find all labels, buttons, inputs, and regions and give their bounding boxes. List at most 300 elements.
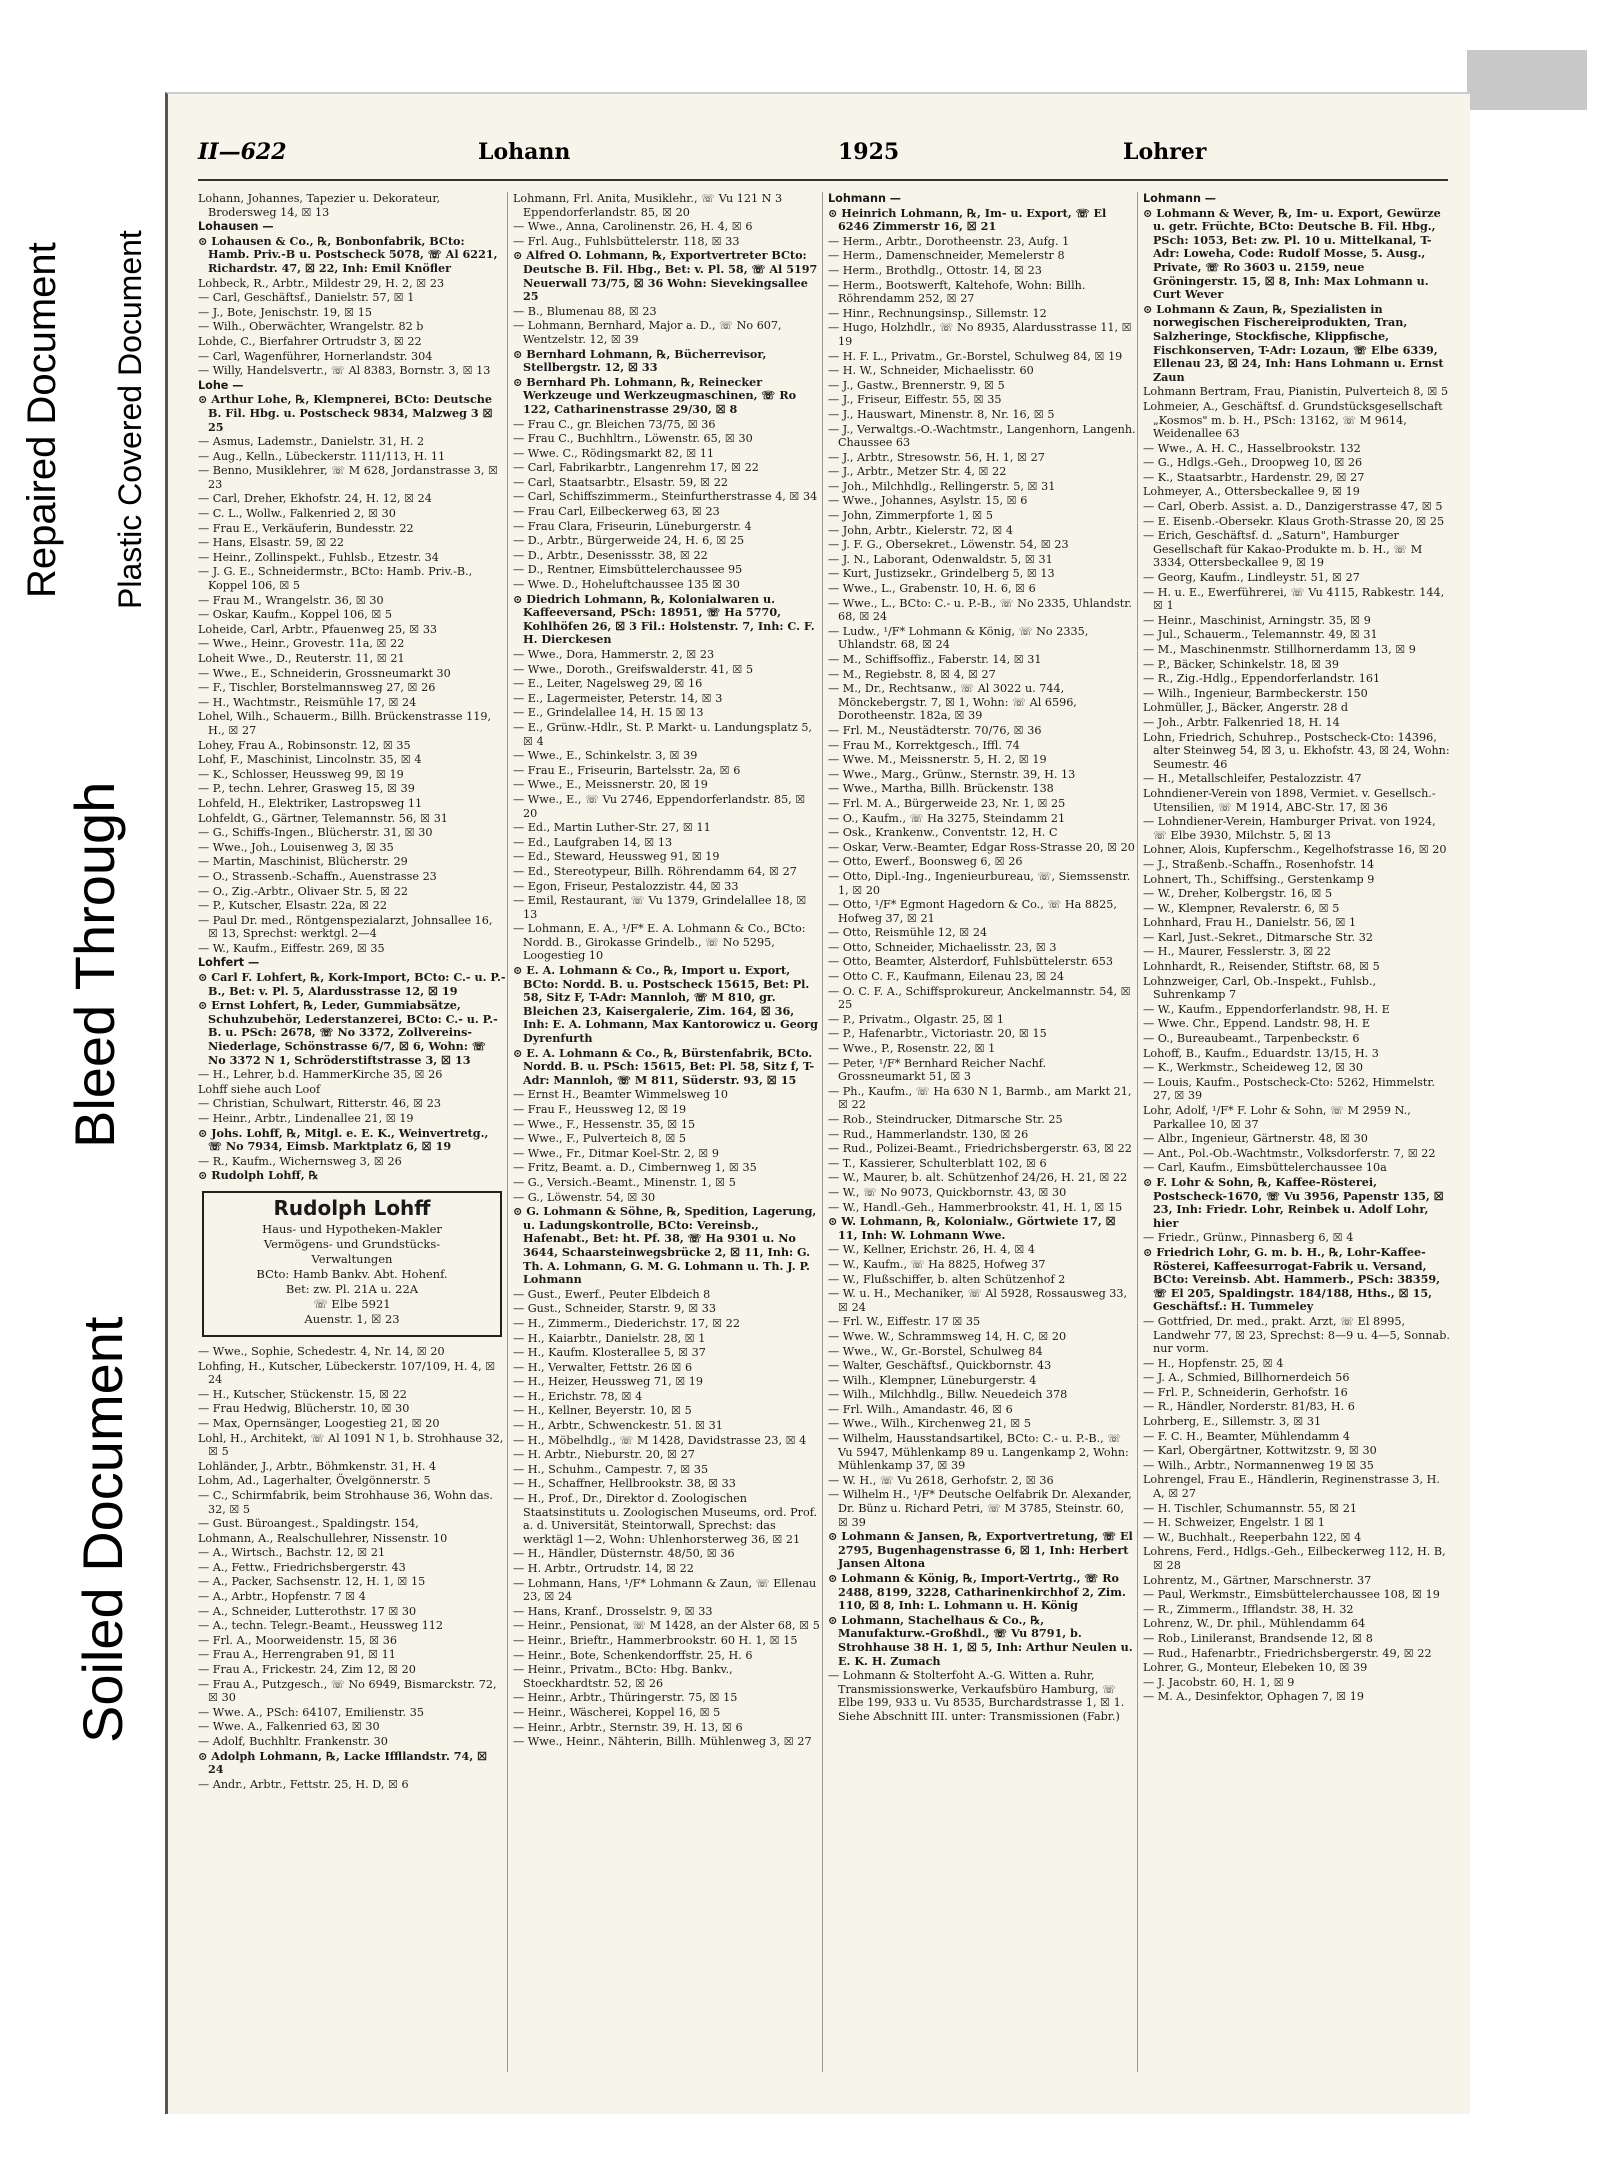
directory-entry: — Willy, Handelsvertr., ☏ Al 8383, Bornstr. 3, ☒ 13 xyxy=(198,364,491,378)
directory-entry: Lohel, Wilh., Schauerm., Billh. Brückenstrasse 119, H., ☒ 27 xyxy=(198,710,492,737)
directory-entry: Lohoff, B., Kaufm., Eduardstr. 13/15, H. 3 xyxy=(1143,1046,1379,1060)
directory-entry: Lohnzweiger, Carl, Ob.-Inspekt., Fuhlsb., Suhrenkamp 7 xyxy=(1143,974,1377,1002)
directory-entry: ⊙ Heinrich Lohmann, ℞, Im- u. Export, ☏ El 6246 Zimmerstr 16, ☒ 21 xyxy=(828,205,1107,234)
directory-entry: — Carl, Schiffszimmerm., Steinfurtherstrasse 4, ☒ 34 xyxy=(513,490,818,504)
directory-entry: — Gust. Büroangest., Spaldingstr. 154, xyxy=(198,1517,419,1531)
directory-entry: — O., Zig.-Arbtr., Olivaer Str. 5, ☒ 22 xyxy=(198,884,408,898)
directory-entry: — O., Bureaubeamt., Tarpenbeckstr. 6 xyxy=(1143,1032,1360,1046)
directory-entry: — Wwe. W., Schrammsweg 14, H. C, ☒ 20 xyxy=(828,1329,1067,1343)
directory-entry: — Erich, Geschäftsf. d. „Saturn", Hamburger Gesellschaft für Kakao-Produkte m. b. H., ☏ M 3334, Ottersbeckallee 9, ☒ 19 xyxy=(1143,529,1423,570)
directory-entry: — Wwe., E., ☏ Vu 2746, Eppendorferlandstr. 85, ☒ 20 xyxy=(513,792,806,820)
directory-entry: ⊙ F. Lohr & Sohn, ℞, Kaffee-Rösterei, Postscheck-1670, ☏ Vu 3956, Papenstr 135, ☒ 23, Inh: Friedr. Lohr, Reinbek u. Adolf Lohr, hier xyxy=(1143,1174,1444,1230)
directory-entry: — Lohmann, Bernhard, Major a. D., ☏ No 607, Wentzelstr. 12, ☒ 39 xyxy=(513,319,782,346)
directory-entry: — R., Zig.-Hdlg., Eppendorferlandstr. 161 xyxy=(1143,672,1381,686)
directory-entry: ⊙ Ernst Lohfert, ℞, Leder, Gummiabsätze, Schuhzubehör, Lederstanzerei, BCto: C.- u. P.-B. u. PSch: 2678, ☏ No 3372, Zollvereins-Niederlage, Schönstrasse 6/7, ☒ 6, Wohn: ☏ No 3372 N 1, Schröderstiftstrasse 3, ☒ 13 xyxy=(198,998,498,1067)
directory-entry: — Georg, Kaufm., Lindleystr. 51, ☒ 27 xyxy=(1143,571,1360,585)
directory-entry: — Benno, Musiklehrer, ☏ M 628, Jordanstrasse 3, ☒ 23 xyxy=(198,464,499,491)
directory-entry: Loheide, Carl, Arbtr., Pfauenweg 25, ☒ 33 xyxy=(198,622,438,636)
directory-entry: — H., Erichstr. 78, ☒ 4 xyxy=(513,1389,643,1403)
directory-entry: Lohrens, Ferd., Hdlgs.-Geh., Eilbeckerweg 112, H. B, ☒ 28 xyxy=(1143,1545,1446,1572)
directory-entry: — Martin, Maschinist, Blücherstr. 29 xyxy=(198,855,408,869)
directory-entry: — E., Grünw.-Hdlr., St. P. Markt- u. Landungsplatz 5, ☒ 4 xyxy=(513,720,812,748)
directory-entry: — Heinr., Arbtr., Thüringerstr. 75, ☒ 15 xyxy=(513,1691,738,1705)
directory-entry: ⊙ Lohmann & Jansen, ℞, Exportvertretung, ☏ El 2795, Bugenhagenstrasse 6, ☒ 1, Inh: Herbert Jansen Altona xyxy=(828,1529,1133,1571)
directory-column-3 xyxy=(828,192,1136,2072)
directory-entry: — Gust., Ewerf., Peuter Elbdeich 8 xyxy=(513,1287,711,1301)
directory-entry: — Heinr., Brieftr., Hammerbrookstr. 60 H. 1, ☒ 15 xyxy=(513,1633,798,1647)
page-edge xyxy=(1467,50,1600,2150)
directory-entry: — O. C. F. A., Schiffsprokureur, Anckelmannstr. 54, ☒ 25 xyxy=(828,984,1131,1012)
directory-entry: Lohmann, A., Realschullehrer, Nissenstr. 10 xyxy=(198,1531,448,1545)
directory-entry: — Wilh., Oberwächter, Wrangelstr. 82 b xyxy=(198,320,424,334)
directory-entry: — W., Dreher, Kolbergstr. 16, ☒ 5 xyxy=(1143,887,1333,901)
year: 1925 xyxy=(838,139,900,165)
directory-entry: — Rob., Steindrucker, Ditmarsche Str. 25 xyxy=(828,1113,1063,1126)
directory-entry: — P., techn. Lehrer, Grasweg 15, ☒ 39 xyxy=(198,782,415,796)
directory-entry: — Heinr., Arbtr., Sternstr. 39, H. 13, ☒ 6 xyxy=(513,1720,743,1734)
directory-entry: — Carl, Wagenführer, Hornerlandstr. 304 xyxy=(198,349,433,363)
directory-entry: — A., Wirtsch., Bachstr. 12, ☒ 21 xyxy=(198,1546,386,1560)
directory-entry: — J., Hauswart, Minenstr. 8, Nr. 16, ☒ 5 xyxy=(828,407,1055,421)
directory-entry: — M., Dr., Rechtsanw., ☏ Al 3022 u. 744, Mönckebergstr. 7, ☒ 1, Wohn: ☏ Al 6596, Dorotheenstr. 182a, ☒ 39 xyxy=(828,682,1077,723)
directory-entry: — E., Grindelallee 14, H. 15 ☒ 13 xyxy=(513,706,704,720)
directory-entry: — Otto, Beamter, Alsterdorf, Fuhlsbüttelerstr. 653 xyxy=(828,955,1114,969)
directory-entry: — Wilhelm, Hausstandsartikel, BCto: C.- u. P.-B., ☏ Vu 5947, Mühlenkamp 89 u. Langenkamp 2, Wohn: Mühlenkamp 37, ☒ 39 xyxy=(828,1432,1129,1473)
directory-entry: — Wwe., E., Schinkelstr. 3, ☒ 39 xyxy=(513,749,698,763)
directory-entry: — Heinr., Wäscherei, Koppel 16, ☒ 5 xyxy=(513,1705,721,1719)
directory-entry: — Heinr., Privatm., BCto: Hbg. Bankv., Stoeckhardtstr. 52, ☒ 26 xyxy=(513,1663,733,1690)
directory-entry: ⊙ Friedrich Lohr, G. m. b. H., ℞, Lohr-Kaffee-Rösterei, Kaffeesurrogat-Fabrik u. Versand, BCto: Vereinsb. Abt. Hammerb., PSch: 38359, ☏ El 205, Spaldingstr. 184/188, Hths., ☒ 15, Geschäftsf.: H. Tummeley xyxy=(1143,1244,1441,1314)
directory-entry: — Frau Clara, Friseurin, Lüneburgerstr. 4 xyxy=(513,519,752,533)
directory-entry: — H., Kaufm. Klosterallee 5, ☒ 37 xyxy=(513,1346,706,1360)
directory-entry: — Wwe., Sophie, Schedestr. 4, Nr. 14, ☒ 20 xyxy=(198,1344,445,1358)
directory-entry: — Herm., Bootswerft, Kaltehofe, Wohn: Billh. Röhrendamm 252, ☒ 27 xyxy=(828,278,1086,306)
header-rule xyxy=(198,179,1448,181)
directory-entry: — Lohmann, E. A., ¹/F* E. A. Lohmann & Co., BCto: Nordd. B., Girokasse Grindelb., ☏ No 5295, Loogestieg 10 xyxy=(513,922,806,963)
directory-entry: — Frau M., Wrangelstr. 36, ☒ 30 xyxy=(198,593,384,607)
label-plastic-covered-document: Plastic Covered Document xyxy=(112,230,148,610)
directory-entry: Lohmann — xyxy=(828,192,901,205)
directory-entry: — B., Blumenau 88, ☒ 23 xyxy=(513,304,657,318)
directory-entry: — Hugo, Holzhdlr., ☏ No 8935, Alardusstrasse 11, ☒ 19 xyxy=(828,321,1132,348)
left-guide-word: Lohann xyxy=(478,139,571,165)
directory-entry: — Herm., Arbtr., Dorotheenstr. 23, Aufg. 1 xyxy=(828,234,1070,248)
directory-entry: — H. Arbtr., Ortrudstr. 14, ☒ 22 xyxy=(513,1562,694,1575)
directory-entry: — J. Jacobstr. 60, H. 1, ☒ 9 xyxy=(1143,1675,1295,1689)
directory-entry: — Gottfried, Dr. med., prakt. Arzt, ☏ El 8995, Landwehr 77, ☒ 23, Sprechst: 8—9 u. 4—5, Sonnab. nur vorm. xyxy=(1143,1314,1450,1356)
directory-entry: — H., Prof., Dr., Direktor d. Zoologischen Staatsinstituts u. Zoologischen Museums, ord. Prof. a. d. Universität, Steintorwall, Sprechst: das werktägl 1—2, Wohn: Uhlenhorsterweg 36, ☒ 21 xyxy=(513,1492,817,1546)
directory-entry: — A., Schneider, Lutterothstr. 17 ☒ 30 xyxy=(198,1604,417,1618)
directory-entry: — Wwe., Marg., Grünw., Sternstr. 39, H. 13 xyxy=(828,767,1076,781)
directory-entry: — Frau F., Heussweg 12, ☒ 19 xyxy=(513,1103,687,1116)
directory-entry: — H., Hopfenstr. 25, ☒ 4 xyxy=(1143,1356,1284,1370)
directory-entry: — Osk., Krankenw., Conventstr. 12, H. C xyxy=(828,826,1058,840)
directory-entry: — Wwe. D., Hoheluftchaussee 135 ☒ 30 xyxy=(513,578,740,592)
directory-entry: Lohner, Alois, Kupferschm., Kegelhofstrasse 16, ☒ 20 xyxy=(1143,843,1447,857)
directory-entry: — G., Löwenstr. 54, ☒ 30 xyxy=(513,1190,656,1204)
directory-entry: — Wwe., F., Hessenstr. 35, ☒ 15 xyxy=(513,1117,696,1131)
directory-entry: — H. Schweizer, Engelstr. 1 ☒ 1 xyxy=(1143,1516,1325,1530)
directory-entry: Lohmeier, A., Geschäftsf. d. Grundstücksgesellschaft „Kosmos" m. b. H., PSch: 13162, ☏ M 9614, Weidenallee 63 xyxy=(1143,399,1443,441)
directory-entry: — Rob., Linileranst, Brandsende 12, ☒ 8 xyxy=(1143,1631,1373,1645)
column-separator xyxy=(507,192,508,2072)
directory-entry: — P., Hafenarbtr., Victoriastr. 20, ☒ 15 xyxy=(828,1027,1047,1041)
directory-entry: — Andr., Arbtr., Fettstr. 25, H. D, ☒ 6 xyxy=(198,1777,409,1791)
directory-entry: — K., Werkmstr., Scheideweg 12, ☒ 30 xyxy=(1143,1061,1363,1075)
directory-entry: — R., Händler, Norderstr. 81/83, H. 6 xyxy=(1143,1400,1355,1414)
directory-entry: — H., Händler, Düsternstr. 48/50, ☒ 36 xyxy=(513,1547,735,1561)
directory-entry: — E., Lagermeister, Peterstr. 14, ☒ 3 xyxy=(513,691,723,705)
directory-entry: — H., Zimmerm., Diederichstr. 17, ☒ 22 xyxy=(513,1316,740,1330)
directory-entry: — Wwe., Wilh., Kirchenweg 21, ☒ 5 xyxy=(828,1417,1031,1431)
directory-entry: — F., Tischler, Borstelmannsweg 27, ☒ 26 xyxy=(198,681,436,695)
directory-entry: — Christian, Schulwart, Ritterstr. 46, ☒ 23 xyxy=(198,1097,441,1111)
directory-entry: — Frau A., Putzgesch., ☏ No 6949, Bismarckstr. 72, ☒ 30 xyxy=(198,1677,497,1705)
directory-entry: Lohey, Frau A., Robinsonstr. 12, ☒ 35 xyxy=(198,738,411,752)
directory-entry: — Joh., Milchhdlg., Rellingerstr. 5, ☒ 31 xyxy=(828,479,1056,493)
directory-entry: — Max, Opernsänger, Loogestieg 21, ☒ 20 xyxy=(198,1416,440,1430)
directory-entry: Lohnert, Th., Schiffsing., Gerstenkamp 9 xyxy=(1143,872,1375,886)
directory-entry: — Joh., Arbtr. Falkenried 18, H. 14 xyxy=(1143,715,1340,729)
directory-entry: — Wwe., F., Pulverteich 8, ☒ 5 xyxy=(513,1132,687,1146)
directory-entry: Lohndiener-Verein von 1898, Vermiet. v. Gesellsch.-Utensilien, ☏ M 1914, ABC-Str. 17, ☒ 36 xyxy=(1143,786,1436,814)
directory-entry: ⊙ Lohmann & Wever, ℞, Im- u. Export, Gewürze u. getr. Früchte, BCto: Deutsche B. Fil. Hbg., PSch: 1053, Bet: zw. Pl. 10 u. Mittelkanal, T-Adr: Loweha, Code: Rudolf Mosse, 5. Ausg., Private, ☏ Ro 3603 u. 2159, neue Gröningerstr. 15, ☒ 8, Inh: Max Lohmann u. Curt Wever xyxy=(1143,205,1441,302)
directory-entry: — Oskar, Verw.-Beamter, Edgar Ross-Strasse 20, ☒ 20 xyxy=(828,840,1135,854)
directory-entry: — Frl. Aug., Fuhlsbüttelerstr. 118, ☒ 33 xyxy=(513,234,740,248)
directory-entry: — Frau A., Frickestr. 24, Zim 12, ☒ 20 xyxy=(198,1663,416,1677)
directory-entry: — C., Schirmfabrik, beim Strohhause 36, Wohn das. 32, ☒ 5 xyxy=(198,1488,493,1516)
directory-entry: Lohmüller, J., Bäcker, Angerstr. 28 d xyxy=(1143,701,1349,715)
directory-entry: — H., Lehrer, b.d. HammerKirche 35, ☒ 26 xyxy=(198,1068,443,1082)
directory-entry: — G., Schiffs-Ingen., Blücherstr. 31, ☒ 30 xyxy=(198,826,433,840)
directory-entry: — Wwe. C., Rödingsmarkt 82, ☒ 11 xyxy=(513,446,715,460)
advertisement-line: Haus- und Hypotheken-Makler xyxy=(262,1221,442,1236)
directory-entry: Lohde, C., Bierfahrer Ortrudstr 3, ☒ 22 xyxy=(198,334,422,348)
directory-entry: — Wwe., P., Rosenstr. 22, ☒ 1 xyxy=(828,1042,996,1056)
page-edge-strip xyxy=(1467,50,1587,110)
directory-entry: ⊙ Carl F. Lohfert, ℞, Kork-Import, BCto: C.- u. P.-B., Bet: v. Pl. 5, Alardusstrasse 12, ☒ 19 xyxy=(198,970,506,998)
directory-entry: — Wwe., Heinr., Grovestr. 11a, ☒ 22 xyxy=(198,637,405,651)
directory-entry: — Ph., Kaufm., ☏ Ha 630 N 1, Barmb., am Markt 21, ☒ 22 xyxy=(828,1084,1132,1112)
directory-entry: — D., Arbtr., Bürgerweide 24, H. 6, ☒ 25 xyxy=(513,534,745,548)
directory-entry: — H., Kaiarbtr., Danielstr. 28, ☒ 1 xyxy=(513,1331,706,1345)
directory-entry: — Peter, ¹/F* Bernhard Reicher Nachf. Grossneumarkt 51, ☒ 3 xyxy=(828,1056,1047,1084)
document-page xyxy=(165,92,1470,2114)
directory-entry: — A., Fettw., Friedrichsbergerstr. 43 xyxy=(198,1560,406,1574)
directory-entry: — H., Kutscher, Stückenstr. 15, ☒ 22 xyxy=(198,1387,407,1401)
right-guide-word: Lohrer xyxy=(1123,139,1207,165)
label-sidebar xyxy=(0,0,150,2177)
directory-entry: Lohff siehe auch Loof xyxy=(198,1082,321,1096)
directory-entry: ⊙ Adolph Lohmann, ℞, Lacke Iffllandstr. 74, ☒ 24 xyxy=(198,1748,488,1777)
directory-entry: Lohl, H., Architekt, ☏ Al 1091 N 1, b. Strohhause 32, ☒ 5 xyxy=(198,1431,504,1459)
directory-entry: — W., Handl.-Geh., Hammerbrookstr. 41, H. 1, ☒ 15 xyxy=(828,1200,1123,1214)
directory-entry: — Otto, Ewerf., Boonsweg 6, ☒ 26 xyxy=(828,855,1023,869)
advertisement-box xyxy=(202,1191,502,1337)
directory-entry: — Frau Carl, Eilbeckerweg 63, ☒ 23 xyxy=(513,505,720,519)
directory-entry: Lohrentz, M., Gärtner, Marschnerstr. 37 xyxy=(1143,1573,1372,1587)
directory-entry: — Gust., Schneider, Starstr. 9, ☒ 33 xyxy=(513,1302,717,1316)
directory-entry: — J., Gastw., Brennerstr. 9, ☒ 5 xyxy=(828,378,1005,392)
directory-entry: — H., Schaffner, Hellbrookstr. 38, ☒ 33 xyxy=(513,1477,736,1491)
directory-column-1 xyxy=(198,192,506,2072)
directory-entry: — Frl. A., Moorweidenstr. 15, ☒ 36 xyxy=(198,1633,397,1647)
directory-entry: — C. L., Wollw., Falkenried 2, ☒ 30 xyxy=(198,507,396,521)
directory-entry: — Wwe., Fr., Ditmar Koel-Str. 2, ☒ 9 xyxy=(513,1146,719,1160)
directory-entry: — Wilh., Milchhdlg., Billw. Neuedeich 378 xyxy=(828,1388,1068,1402)
directory-entry: ⊙ Alfred O. Lohmann, ℞, Exportvertreter BCto: Deutsche B. Fil. Hbg., Bet: v. Pl. 58, ☏ Al 5197 Neuerwall 73/75, ☒ 36 Wohn: Sievekingsallee 25 xyxy=(513,248,818,304)
directory-entry: Lohfert — xyxy=(198,956,260,970)
directory-entry: ⊙ E. A. Lohmann & Co., ℞, Bürstenfabrik, BCto. Nordd. B. u. PSch: 15615, Bet: Pl. 58, Sitz f, T-Adr: Mannloh, ☏ M 811, Süderstr. 93, ☒ 15 xyxy=(513,1045,815,1087)
directory-entry: Lohländer, J., Arbtr., Böhmkenstr. 31, H. 4 xyxy=(198,1459,437,1473)
directory-entry: — Carl, Oberb. Assist. a. D., Danzigerstrasse 47, ☒ 5 xyxy=(1143,500,1443,514)
directory-entry: — Otto C. F., Kaufmann, Eilenau 23, ☒ 24 xyxy=(828,970,1065,984)
directory-entry: — Wwe., Dora, Hammerstr. 2, ☒ 23 xyxy=(513,648,715,661)
advertisement-line: Verwaltungen xyxy=(311,1251,393,1266)
directory-entry: — Wwe., A. H. C., Hasselbrookstr. 132 xyxy=(1143,441,1361,455)
column-separator xyxy=(1137,192,1138,2072)
directory-entry: — J. A., Schmied, Billhornerdeich 56 xyxy=(1143,1371,1350,1385)
directory-entry: — J., Arbtr., Stresowstr. 56, H. 1, ☒ 27 xyxy=(828,450,1045,464)
directory-entry: — Heinr., Arbtr., Lindenallee 21, ☒ 19 xyxy=(198,1112,414,1125)
directory-entry: — F. C. H., Beamter, Mühlendamm 4 xyxy=(1143,1429,1351,1443)
directory-entry: ⊙ Bernhard Ph. Lohmann, ℞, Reinecker Werkzeuge und Werkzeugmaschinen, ☏ Ro 122, Catharinenstrasse 29/30, ☒ 8 xyxy=(513,374,797,416)
directory-entry: — Wwe., Joh., Louisenweg 3, ☒ 35 xyxy=(198,840,394,854)
directory-entry: Lohnhardt, R., Reisender, Stiftstr. 68, ☒ 5 xyxy=(1143,960,1380,974)
directory-entry: — Hinr., Rechnungsinsp., Sillemstr. 12 xyxy=(828,306,1047,320)
directory-entry: — Frl. P., Schneiderin, Gerhofstr. 16 xyxy=(1143,1385,1348,1399)
directory-entry: — G., Versich.-Beamt., Minenstr. 1, ☒ 5 xyxy=(513,1175,736,1189)
directory-entry: — H., Kellner, Beyerstr. 10, ☒ 5 xyxy=(513,1404,692,1418)
directory-entry: — W., Kaufm., Eppendorferlandstr. 98, H. E xyxy=(1143,1002,1390,1016)
directory-entry: — E., Leiter, Nagelsweg 29, ☒ 16 xyxy=(513,677,703,691)
directory-entry: — Carl, Fabrikarbtr., Langenrehm 17, ☒ 22 xyxy=(513,461,759,475)
directory-entry: — J. F. G., Obersekret., Löwenstr. 54, ☒ 23 xyxy=(828,538,1069,552)
directory-entry: — Otto, Reismühle 12, ☒ 24 xyxy=(828,926,988,940)
directory-entry: Lohe — xyxy=(198,378,244,392)
directory-entry: — H. Arbtr., Nieburstr. 20, ☒ 27 xyxy=(513,1448,695,1462)
directory-entry: — Karl, Obergärtner, Kottwitzstr. 9, ☒ 30 xyxy=(1143,1444,1377,1458)
directory-entry: — J., Verwaltgs.-O.-Wachtmstr., Langenhorn, Langenh. Chaussee 63 xyxy=(828,422,1136,450)
directory-entry: ⊙ E. A. Lohmann & Co., ℞, Import u. Export, BCto: Nordd. B. u. Postscheck 15615, Bet: Pl. 58, Sitz F, T-Adr: Mannloh, ☏ M 810, gr. Bleichen 23, Kaisergalerie, Zim. 164, ☒ 36, Inh: E. A. Lohmann, Max Kantorowicz u. Georg Dyrenfurth xyxy=(513,963,818,1046)
directory-entry: — O., Kaufm., ☏ Ha 3275, Steindamm 21 xyxy=(828,811,1066,825)
directory-entry: — Heinr., Bote, Schenkendorffstr. 25, H. 6 xyxy=(513,1648,753,1662)
directory-entry: — Wwe., Johannes, Asylstr. 15, ☒ 6 xyxy=(828,494,1028,508)
directory-entry: — Frau E., Verkäuferin, Bundesstr. 22 xyxy=(198,521,414,535)
directory-entry: — Rud., Hafenarbtr., Friedrichsbergerstr. 49, ☒ 22 xyxy=(1143,1646,1432,1660)
directory-entry: — W., Kaufm., Eiffestr. 269, ☒ 35 xyxy=(198,941,385,955)
directory-entry: — Carl, Dreher, Ekhofstr. 24, H. 12, ☒ 24 xyxy=(198,492,432,506)
directory-entry: — Frau A., Herrengraben 91, ☒ 11 xyxy=(198,1648,396,1662)
directory-entry: — W., Kaufm., ☏ Ha 8825, Hofweg 37 xyxy=(828,1257,1046,1271)
directory-entry: Lohrenz, W., Dr. phil., Mühlendamm 64 xyxy=(1143,1617,1366,1631)
directory-entry: — Ed., Steward, Heussweg 91, ☒ 19 xyxy=(513,850,720,864)
directory-entry: Lohmann, Frl. Anita, Musiklehr., ☏ Vu 121 N 3 Eppendorferlandstr. 85, ☒ 20 xyxy=(513,192,783,219)
directory-entry: — J., Arbtr., Metzer Str. 4, ☒ 22 xyxy=(828,465,1007,479)
directory-entry: — Hans, Elsastr. 59, ☒ 22 xyxy=(198,536,345,550)
directory-entry: — Adolf, Buchhltr. Frankenstr. 30 xyxy=(198,1735,388,1748)
directory-entry: — J., Bote, Jenischstr. 19, ☒ 15 xyxy=(198,305,372,319)
directory-entry: — A., Packer, Sachsenstr. 12, H. 1, ☒ 15 xyxy=(198,1575,426,1589)
directory-entry: — Herm., Brothdlg., Ottostr. 14, ☒ 23 xyxy=(828,263,1042,277)
directory-entry: — Ed., Laufgraben 14, ☒ 13 xyxy=(513,835,673,849)
directory-entry: — Egon, Friseur, Pestalozzistr. 44, ☒ 33 xyxy=(513,879,739,893)
directory-entry: — Paul, Werkmstr., Eimsbüttelerchaussee 108, ☒ 19 xyxy=(1143,1588,1440,1602)
directory-entry: Lohnhard, Frau H., Danielstr. 56, ☒ 1 xyxy=(1143,916,1357,930)
directory-entry: — Heinr., Pensionat, ☏ M 1428, an der Alster 68, ☒ 5 xyxy=(513,1619,820,1633)
directory-entry: — W. H., ☏ Vu 2618, Gerhofstr. 2, ☒ 36 xyxy=(828,1473,1054,1487)
directory-entry: — Wwe. A., Falkenried 63, ☒ 30 xyxy=(198,1720,380,1734)
directory-entry: — Otto, ¹/F* Egmont Hagedorn & Co., ☏ Ha 8825, Hofweg 37, ☒ 21 xyxy=(828,898,1117,925)
directory-entry: — Ernst H., Beamter Wimmelsweg 10 xyxy=(513,1088,729,1102)
directory-entry: — Rud., Polizei-Beamt., Friedrichsbergerstr. 63, ☒ 22 xyxy=(828,1142,1132,1156)
directory-entry: Lohbeck, R., Arbtr., Mildestr 29, H. 2, ☒ 23 xyxy=(198,276,445,290)
directory-entry: — Wwe., Heinr., Nähterin, Billh. Mühlenweg 3, ☒ 27 xyxy=(513,1735,812,1749)
directory-entry: — Kurt, Justizsekr., Grindelberg 5, ☒ 13 xyxy=(828,567,1055,581)
directory-entry: — Wilh., Arbtr., Normannenweg 19 ☒ 35 xyxy=(1143,1458,1374,1472)
directory-entry: — Ed., Stereotypeur, Billh. Röhrendamm 64, ☒ 27 xyxy=(513,864,797,878)
directory-entry: — M., Schiffsoffiz., Faberstr. 14, ☒ 31 xyxy=(828,653,1042,666)
directory-entry: — H. u. E., Ewerführerei, ☏ Vu 4115, Rabkestr. 144, ☒ 1 xyxy=(1143,585,1445,613)
directory-entry: ⊙ Rudolph Lohff, ℞ xyxy=(198,1168,319,1183)
directory-entry: — Frl. Wilh., Amandastr. 46, ☒ 6 xyxy=(828,1402,1013,1416)
directory-entry: — Wwe., E., Schneiderin, Grossneumarkt 30 xyxy=(198,666,451,680)
directory-entry: Lohf, F., Maschinist, Lincolnstr. 35, ☒ 4 xyxy=(198,753,422,767)
label-repaired-document: Repaired Document xyxy=(20,242,64,598)
directory-entry: — W., Flußschiffer, b. alten Schützenhof 2 xyxy=(828,1272,1066,1286)
directory-entry: ⊙ Arthur Lohe, ℞, Klempnerei, BCto: Deutsche B. Fil. Hbg. u. Postscheck 9834, Malzweg 3 ☒ 25 xyxy=(198,392,493,434)
directory-entry: — Wilh., Ingenieur, Barmbeckerstr. 150 xyxy=(1143,686,1368,700)
directory-entry: — Carl, Staatsarbtr., Elsastr. 59, ☒ 22 xyxy=(513,475,729,489)
directory-entry: — R., Zimmerm., Ifflandstr. 38, H. 32 xyxy=(1143,1602,1354,1616)
directory-entry: — H., Metallschleifer, Pestalozzistr. 47 xyxy=(1143,772,1362,786)
directory-entry: — Frl. M., Neustädterstr. 70/76, ☒ 36 xyxy=(828,723,1042,737)
directory-entry: — H., Heizer, Heussweg 71, ☒ 19 xyxy=(513,1375,704,1389)
directory-entry: Lohann, Johannes, Tapezier u. Dekorateur, Brodersweg 14, ☒ 13 xyxy=(198,192,441,219)
directory-entry: — H., Maurer, Fesslerstr. 3, ☒ 22 xyxy=(1143,945,1332,959)
directory-entry: — H. Tischler, Schumannstr. 55, ☒ 21 xyxy=(1143,1501,1357,1515)
directory-entry: — Friedr., Grünw., Pinnasberg 6, ☒ 4 xyxy=(1143,1231,1354,1245)
directory-entry: — H., Schuhm., Campestr. 7, ☒ 35 xyxy=(513,1462,709,1476)
directory-entry: — Wwe., Doroth., Greifswalderstr. 41, ☒ 5 xyxy=(513,662,754,676)
directory-entry: ⊙ G. Lohmann & Söhne, ℞, Spedition, Lagerung, u. Ladungskontrolle, BCto: Vereinsb., Hafenabt., Bet: ht. Pf. 38, ☏ Ha 9301 u. No 3644, Schaarsteinwegsbrücke 2, ☒ 11, Inh: G. Th. A. Lohmann, G. M. G. Lohmann u. Th. J. P. Lohmann xyxy=(513,1204,817,1287)
directory-entry: — Wwe., L., BCto: C.- u. P.-B., ☏ No 2335, Uhlandstr. 68, ☒ 24 xyxy=(828,596,1132,624)
directory-entry: — Ludw., ¹/F* Lohmann & König, ☏ No 2335, Uhlandstr. 68, ☒ 24 xyxy=(828,624,1089,652)
directory-entry: — M. A., Desinfektor, Ophagen 7, ☒ 19 xyxy=(1143,1690,1364,1704)
directory-entry: Lohmann Bertram, Frau, Pianistin, Pulverteich 8, ☒ 5 xyxy=(1143,385,1449,399)
directory-entry: ⊙ Diedrich Lohmann, ℞, Kolonialwaren u. Kaffeeversand, PSch: 18951, ☏ Ha 5770, Kohlhöfen 26, ☒ 3 Fil.: Holstenstr. 7, Inh: C. F. H. Dierckesen xyxy=(513,591,815,647)
directory-entry: — Paul Dr. med., Röntgenspezialarzt, Johnsallee 16, ☒ 13, Sprechst: werktgl. 2—4 xyxy=(198,913,493,941)
directory-entry: — H., Möbelhdlg., ☏ M 1428, Davidstrasse 23, ☒ 4 xyxy=(513,1433,807,1447)
directory-entry: — Jul., Schauerm., Telemannstr. 49, ☒ 31 xyxy=(1143,628,1378,642)
advertisement-line: Vermögens- und Grundstücks- xyxy=(263,1236,441,1251)
label-soiled-document: Soiled Document xyxy=(71,1316,134,1744)
directory-entry: — Oskar, Kaufm., Koppel 106, ☒ 5 xyxy=(198,608,393,622)
directory-entry: — J., Friseur, Eiffestr. 55, ☒ 35 xyxy=(828,393,1002,407)
directory-entry: — H., Arbtr., Schwenckestr. 51. ☒ 31 xyxy=(513,1419,723,1433)
directory-entry: — P., Kutscher, Elsastr. 22a, ☒ 22 xyxy=(198,899,388,913)
directory-entry: — W., Maurer, b. alt. Schützenhof 24/26, H. 21, ☒ 22 xyxy=(828,1171,1128,1185)
directory-entry: — Carl, Geschäftsf., Danielstr. 57, ☒ 1 xyxy=(198,291,415,305)
directory-entry: — Lohmann & Stolterfoht A.-G. Witten a. Ruhr, Transmissionswerke, Verkaufsbüro Hamburg, ☏ Elbe 199, 933 u. Vu 8535, Burchardstrasse 1, ☒ 1. Siehe Abschnitt III. unter: Transmissionen (Fabr.) xyxy=(828,1669,1125,1723)
directory-entry: — Otto, Dipl.-Ing., Ingenieurbureau, ☏, Siemssenstr. 1, ☒ 20 xyxy=(828,869,1131,897)
page-header xyxy=(198,139,1448,175)
directory-entry: — W. u. H., Mechaniker, ☏ Al 5928, Rossausweg 33, ☒ 24 xyxy=(828,1287,1128,1314)
directory-entry: — Rud., Hammerlandstr. 130, ☒ 26 xyxy=(828,1127,1029,1141)
directory-entry: Lohmann — xyxy=(1143,192,1216,205)
directory-entry: — D., Rentner, Eimsbüttelerchaussee 95 xyxy=(513,563,743,577)
directory-entry: — A., Arbtr., Hopfenstr. 7 ☒ 4 xyxy=(198,1590,366,1604)
directory-entry: — Frl. W., Eiffestr. 17 ☒ 35 xyxy=(828,1315,981,1329)
directory-entry: — Wwe., L., Grabenstr. 10, H. 6, ☒ 6 xyxy=(828,582,1036,596)
directory-entry: — Karl, Just.-Sekret., Ditmarsche Str. 32 xyxy=(1143,930,1373,944)
directory-entry: — Wwe. M., Meissnerstr. 5, H. 2, ☒ 19 xyxy=(828,753,1047,767)
directory-entry: — Heinr., Zollinspekt., Fuhlsb., Etzestr. 34 xyxy=(198,550,439,564)
directory-entry: — John, Arbtr., Kielerstr. 72, ☒ 4 xyxy=(828,523,1013,537)
directory-entry: — Wilh., Klempner, Lüneburgerstr. 4 xyxy=(828,1373,1037,1387)
directory-entry: — Herm., Damenschneider, Memelerstr 8 xyxy=(828,249,1065,263)
directory-entry: — A., techn. Telegr.-Beamt., Heussweg 112 xyxy=(198,1619,444,1633)
directory-entry: — Albr., Ingenieur, Gärtnerstr. 48, ☒ 30 xyxy=(1143,1132,1368,1146)
advertisement-line: ☏ Elbe 5921 xyxy=(313,1296,391,1311)
directory-entry: — H., Wachtmstr., Reismühle 17, ☒ 24 xyxy=(198,695,417,709)
directory-entry: — Frau Hedwig, Blücherstr. 10, ☒ 30 xyxy=(198,1402,410,1416)
directory-entry: ⊙ Lohmann & Zaun, ℞, Spezialisten in norwegischen Fischereiprodukten, Tran, Salzheringe, Stockfische, Klippfische, Fischkonserven, T-Adr: Lozaun, ☏ Elbe 6339, Ellenau 23, ☒ 24, Inh: Hans Lohmann u. Ernst Zaun xyxy=(1143,301,1444,384)
directory-entry: — J. N., Laborant, Odenwaldstr. 5, ☒ 31 xyxy=(828,552,1053,566)
label-bleed-through: Bleed Through xyxy=(63,781,126,1149)
directory-entry: — O., Strassenb.-Schaffn., Auenstrasse 23 xyxy=(198,869,437,883)
column-separator xyxy=(822,192,823,2072)
directory-entry: — Heinr., Maschinist, Arningstr. 35, ☒ 9 xyxy=(1143,613,1371,627)
page-number: II—622 xyxy=(198,139,287,165)
directory-column-4 xyxy=(1143,192,1451,2072)
directory-entry: ⊙ Bernhard Lohmann, ℞, Bücherrevisor, Stellbergstr. 12, ☒ 33 xyxy=(513,346,767,375)
directory-entry: Lohausen — xyxy=(198,220,274,234)
directory-entry: ⊙ Johs. Lohff, ℞, Mitgl. e. E. K., Weinvertretg., ☏ No 7934, Eimsb. Marktplatz 6, ☒ 19 xyxy=(198,1125,489,1154)
directory-entry: — Hans, Kranf., Drosselstr. 9, ☒ 33 xyxy=(513,1604,713,1618)
directory-entry: — H. F. L., Privatm., Gr.-Borstel, Schulweg 84, ☒ 19 xyxy=(828,349,1123,363)
advertisement-line: Bet: zw. Pl. 21A u. 22A xyxy=(285,1281,419,1296)
directory-entry: — W., Kellner, Erichstr. 26, H. 4, ☒ 4 xyxy=(828,1243,1036,1257)
directory-entry: — T., Kassierer, Schulterblatt 102, ☒ 6 xyxy=(828,1156,1047,1170)
directory-entry: — Wwe., Martha, Billh. Brückenstr. 138 xyxy=(828,782,1054,796)
directory-entry: Lohrer, G., Monteur, Elebeken 10, ☒ 39 xyxy=(1143,1661,1368,1675)
directory-entry: — Carl, Kaufm., Eimsbüttelerchaussee 10a xyxy=(1143,1161,1387,1175)
directory-entry: — W., Buchhalt., Reeperbahn 122, ☒ 4 xyxy=(1143,1530,1362,1544)
directory-entry: Lohfing, H., Kutscher, Lübeckerstr. 107/109, H. 4, ☒ 24 xyxy=(198,1359,496,1387)
directory-entry: — M., Maschinenmstr. Stillhornerdamm 13, ☒ 9 xyxy=(1143,643,1416,656)
directory-entry: — Asmus, Lademstr., Danielstr. 31, H. 2 xyxy=(198,435,425,449)
directory-entry: — H., Verwalter, Fettstr. 26 ☒ 6 xyxy=(513,1360,693,1374)
directory-entry: — Frau C., Buchhltrn., Löwenstr. 65, ☒ 30 xyxy=(513,432,753,446)
directory-entry: Lohrengel, Frau E., Händlerin, Reginenstrasse 3, H. A, ☒ 27 xyxy=(1143,1473,1440,1501)
directory-entry: — Ant., Pol.-Ob.-Wachtmstr., Volksdorferstr. 7, ☒ 22 xyxy=(1143,1146,1436,1160)
directory-entry: — K., Staatsarbtr., Hardenstr. 29, ☒ 27 xyxy=(1143,470,1365,484)
directory-entry: — Frau E., Friseurin, Bartelsstr. 2a, ☒ 6 xyxy=(513,763,741,777)
directory-entry: Lohfeldt, G., Gärtner, Telemannstr. 56, ☒ 31 xyxy=(198,811,448,825)
directory-entry: — M., Regiebstr. 8, ☒ 4, ☒ 27 xyxy=(828,667,996,681)
advertisement-line: BCto: Hamb Bankv. Abt. Hohenf. xyxy=(256,1266,448,1281)
directory-entry: — Wwe., W., Gr.-Borstel, Schulweg 84 xyxy=(828,1344,1043,1358)
advertisement-title: Rudolph Lohff xyxy=(273,1195,431,1220)
directory-entry: — Ed., Martin Luther-Str. 27, ☒ 11 xyxy=(513,821,711,835)
directory-entry: — P., Bäcker, Schinkelstr. 18, ☒ 39 xyxy=(1143,657,1339,671)
directory-entry: — Walter, Geschäftsf., Quickbornstr. 43 xyxy=(828,1359,1052,1373)
directory-entry: ⊙ Lohmann, Stachelhaus & Co., ℞, Manufakturw.-Großhdl., ☏ Vu 8791, b. Strohhause 38 H. 1, ☒ 5, Inh: Arthur Neulen u. E. K. H. Zumach xyxy=(828,1612,1133,1668)
directory-entry: — Wilhelm H., ¹/F* Deutsche Oelfabrik Dr. Alexander, Dr. Bünz u. Richard Petri, ☏ M 3785, Steinstr. 60, ☒ 39 xyxy=(828,1488,1132,1529)
directory-entry: — J., Straßenb.-Schaffn., Rosenhofstr. 14 xyxy=(1143,857,1375,871)
directory-entry: Lohrberg, E., Sillemstr. 3, ☒ 31 xyxy=(1143,1415,1322,1429)
